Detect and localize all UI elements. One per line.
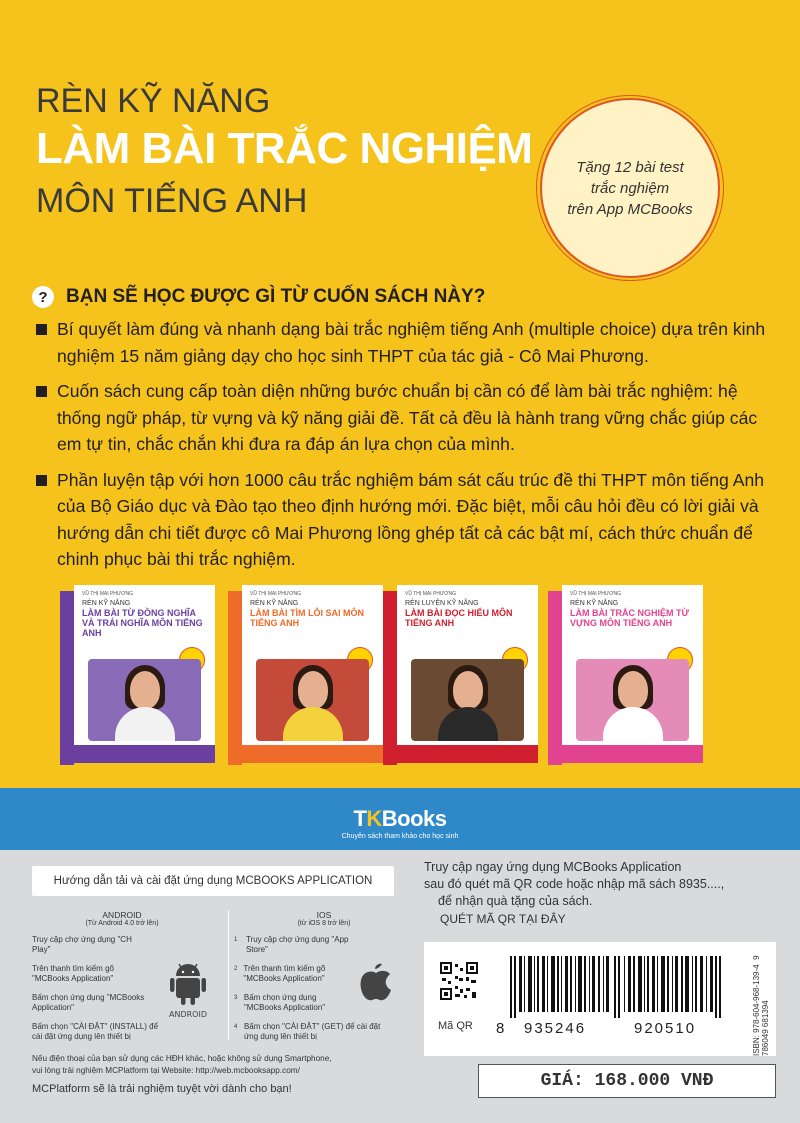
logo-k: K bbox=[366, 806, 382, 831]
step-number: 1 bbox=[234, 937, 238, 943]
author-photo bbox=[576, 659, 689, 741]
square-bullet-icon bbox=[36, 386, 47, 397]
book-spine bbox=[548, 591, 562, 765]
android-step: Bấm chọn ứng dụng "MCBooks Application" bbox=[32, 993, 145, 1012]
book-cover-4 bbox=[548, 585, 703, 765]
question-icon: ? bbox=[32, 286, 54, 308]
logo-tagline: Chuyên sách tham khảo cho học sinh bbox=[341, 833, 459, 840]
square-bullet-icon bbox=[36, 324, 47, 335]
book-footer-bar bbox=[242, 745, 383, 763]
qr-label: Mã QR bbox=[438, 1020, 473, 1032]
book-footer-bar bbox=[562, 745, 703, 763]
barcode-lead-digit: 8 bbox=[496, 1020, 507, 1037]
android-step: Trên thanh tìm kiếm gõ "MCBooks Application" bbox=[32, 964, 114, 983]
face-shape bbox=[618, 671, 648, 709]
barcode-bars bbox=[510, 956, 740, 1018]
android-subtitle: (Từ Android 4.0 trở lên) bbox=[85, 920, 159, 927]
book-author: VŨ THỊ MAI PHƯƠNG bbox=[570, 591, 621, 597]
bullet-item bbox=[36, 378, 766, 458]
step-number: 2 bbox=[234, 966, 238, 972]
ios-subtitle: (từ iOS 8 trở lên) bbox=[297, 920, 351, 927]
guide-header: Hướng dẫn tải và cài đặt ứng dụng MCBOOKS APPLICATION bbox=[32, 866, 394, 896]
barcode-box bbox=[424, 942, 776, 1056]
author-photo bbox=[411, 659, 524, 741]
tkbooks-logo bbox=[0, 806, 800, 840]
ios-title: IOS bbox=[316, 910, 332, 920]
question-text: BẠN SẼ HỌC ĐƯỢC GÌ TỪ CUỐN SÁCH NÀY? bbox=[66, 286, 486, 307]
title-line-2: LÀM BÀI TRẮC NGHIỆM bbox=[36, 124, 533, 173]
guide-divider bbox=[228, 910, 229, 1040]
title-block bbox=[36, 80, 532, 226]
bullet-text: Cuốn sách cung cấp toàn diện những bước chuẩn bị cần có để làm bài trắc nghiệm: hệ thống ngữ pháp, từ vựng và kỹ năng giải đề. Tất cả đều là hành trang vững chắc giúp các em tự tin, chắc chắn khi đưa ra đáp án lựa chọn của mình. bbox=[57, 381, 758, 454]
book-series-label: RÈN KỸ NĂNG bbox=[570, 600, 619, 607]
shirt-shape bbox=[603, 707, 663, 741]
book-series bbox=[60, 585, 760, 775]
bullet-text: Phần luyện tập với hơn 1000 câu trắc nghiệm bám sát cấu trúc đề thi THPT môn tiếng Anh của Bộ Giáo dục và Đào tạo theo định hướng mới. Đặc biệt, mỗi câu hỏi đều có lời giải và hướng dẫn chi tiết được cô Mai Phương lồng ghép tất cả các bật mí, cách thức chuẩn để chinh phục bài thi trắc nghiệm. bbox=[57, 469, 765, 569]
book-spine bbox=[228, 591, 242, 765]
book-front bbox=[242, 585, 383, 763]
step-number: 3 bbox=[234, 995, 238, 1001]
note-line-1: Nếu điện thoại của bạn sử dụng các HĐH khác, hoặc không sử dụng Smartphone, bbox=[32, 1054, 332, 1063]
book-cover-2 bbox=[228, 585, 383, 765]
book-footer-bar bbox=[74, 745, 215, 763]
book-front bbox=[562, 585, 703, 763]
platform-note bbox=[32, 1053, 412, 1077]
book-spine bbox=[383, 591, 397, 765]
bullet-item bbox=[36, 467, 766, 573]
gift-line-1: Tặng 12 bài test bbox=[576, 158, 684, 176]
shirt-shape bbox=[283, 707, 343, 741]
qr-code-icon bbox=[440, 962, 478, 1000]
android-wordmark: ANDROID bbox=[169, 1010, 207, 1019]
ios-step bbox=[234, 993, 354, 1013]
qr-text-3: để nhận quà tặng của sách. bbox=[438, 894, 593, 908]
book-series-label: RÈN KỸ NĂNG bbox=[250, 600, 299, 607]
bullet-text: Bí quyết làm đúng và nhanh dạng bài trắc nghiệm tiếng Anh (multiple choice) dựa trên kinh nghiệm 15 năm giảng dạy cho học sinh THPT của tác giả - Cô Mai Phương. bbox=[57, 319, 766, 366]
qr-title: QUÉT MÃ QR TẠI ĐÂY bbox=[440, 912, 566, 926]
author-photo bbox=[256, 659, 369, 741]
bullet-item bbox=[36, 316, 766, 369]
android-step: Truy cập chợ ứng dụng "CH Play" bbox=[32, 935, 132, 954]
ios-step-text: Truy cập chợ ứng dụng "App Store" bbox=[245, 935, 349, 954]
isbn-digits: 9 786049 681394 bbox=[752, 955, 770, 1056]
note-line-3: MCPlatform sẽ là trải nghiệm tuyệt vời dành cho bạn! bbox=[32, 1083, 292, 1095]
shirt-shape bbox=[115, 707, 175, 741]
android-icon bbox=[169, 962, 207, 1020]
qr-text-1: Truy cập ngay ứng dụng MCBooks Application bbox=[424, 860, 682, 874]
gift-line-2: trắc nghiệm bbox=[590, 179, 670, 197]
install-guide bbox=[32, 866, 394, 1048]
logo-suffix: Books bbox=[381, 806, 447, 831]
book-title: LÀM BÀI ĐỌC HIỂU MÔN TIẾNG ANH bbox=[405, 608, 513, 628]
face-shape bbox=[453, 671, 483, 709]
book-series-label: RÈN LUYỆN KỸ NĂNG bbox=[405, 600, 479, 607]
book-author: VŨ THỊ MAI PHƯƠNG bbox=[405, 591, 456, 597]
face-shape bbox=[130, 671, 160, 709]
face-shape bbox=[298, 671, 328, 709]
barcode-group-2: 920510 bbox=[634, 1020, 697, 1037]
logo-prefix: T bbox=[353, 806, 367, 831]
ios-step bbox=[234, 1022, 394, 1042]
book-spine bbox=[60, 591, 74, 765]
qr-instructions bbox=[424, 859, 774, 926]
title-line-3: MÔN TIẾNG ANH bbox=[36, 182, 308, 220]
gift-line-3: trên App MCBooks bbox=[567, 200, 693, 218]
ios-step bbox=[234, 935, 354, 955]
book-footer-bar bbox=[397, 745, 538, 763]
ios-step bbox=[234, 964, 354, 984]
isbn-label: ISBN: 978-604-968-139-4 bbox=[752, 964, 761, 1056]
book-front bbox=[397, 585, 538, 763]
book-author: VŨ THỊ MAI PHƯƠNG bbox=[250, 591, 301, 597]
ios-step-text: Trên thanh tìm kiếm gõ "MCBooks Application" bbox=[243, 964, 326, 983]
android-title: ANDROID bbox=[102, 910, 142, 920]
shirt-shape bbox=[438, 707, 498, 741]
book-cover-1 bbox=[60, 585, 215, 765]
bullet-list bbox=[36, 316, 766, 582]
apple-icon bbox=[358, 962, 394, 1002]
book-title: LÀM BÀI TRẮC NGHIỆM TỪ VỰNG MÔN TIẾNG ANH bbox=[570, 608, 689, 628]
square-bullet-icon bbox=[36, 475, 47, 486]
qr-text-2: sau đó quét mã QR code hoặc nhập mã sách 8935...., bbox=[424, 877, 725, 891]
question-heading bbox=[32, 286, 485, 308]
book-title: LÀM BÀI TỪ ĐỒNG NGHĨA VÀ TRÁI NGHĨA MÔN TIẾNG ANH bbox=[82, 608, 203, 638]
book-author: VŨ THỊ MAI PHƯƠNG bbox=[82, 591, 133, 597]
book-title: LÀM BÀI TÌM LỖI SAI MÔN TIẾNG ANH bbox=[250, 608, 364, 628]
ios-step-text: Bấm chọn "CÀI ĐẶT" (GET) để cài đặt ứng dụng lên thiết bị bbox=[243, 1022, 381, 1041]
note-line-2: vui lòng trải nghiệm MCPlatform tại Website: http://web.mcbooksapp.com/ bbox=[32, 1066, 300, 1075]
price-box: GIÁ: 168.000 VNĐ bbox=[478, 1064, 776, 1098]
barcode-group-1: 935246 bbox=[524, 1020, 587, 1037]
ios-step-text: Bấm chọn ứng dụng "MCBooks Application" bbox=[243, 993, 326, 1012]
title-line-1: RÈN KỸ NĂNG bbox=[36, 82, 271, 120]
author-photo bbox=[88, 659, 201, 741]
isbn-text bbox=[752, 950, 770, 1056]
book-series-label: RÈN KỸ NĂNG bbox=[82, 600, 131, 607]
footer-blue-band bbox=[0, 788, 800, 850]
gift-circle bbox=[540, 98, 720, 278]
android-step: Bấm chọn "CÀI ĐẶT" (INSTALL) để cài đặt ứng dụng lên thiết bị bbox=[32, 1022, 159, 1041]
step-number: 4 bbox=[234, 1024, 238, 1030]
book-cover-3 bbox=[383, 585, 538, 765]
book-front bbox=[74, 585, 215, 763]
